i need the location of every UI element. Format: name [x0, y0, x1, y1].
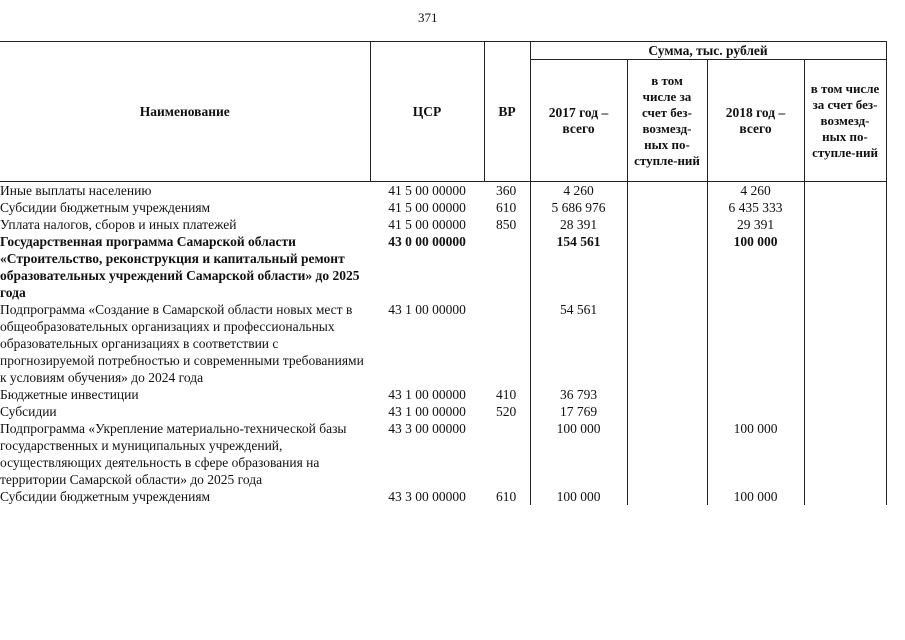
header-csr: ЦСР: [370, 42, 484, 182]
row-vr: 410: [496, 387, 517, 402]
row-vr: 610: [496, 200, 517, 215]
row-2017-total: 100 000: [530, 488, 627, 505]
row-vr: [484, 233, 530, 301]
table-row: [0, 182, 886, 200]
row-csr: 43 3 00 00000: [388, 421, 466, 436]
row-2018-free: [804, 233, 886, 301]
row-2018-total: 29 391: [707, 216, 804, 233]
row-2017-free: [627, 403, 707, 420]
row-csr: 43 1 00 00000: [388, 302, 466, 317]
row-csr: 41 5 00 00000: [388, 183, 466, 198]
header-2017-free: в том числе за счет без-возмезд-ных по-ступле-ний: [627, 60, 707, 182]
row-vr: 850: [496, 217, 517, 232]
row-name: Субсидии: [0, 404, 57, 419]
table-header: [0, 42, 886, 182]
row-2018-total: 100 000: [707, 420, 804, 488]
header-vr: ВР: [484, 42, 530, 182]
row-name: Бюджетные инвестиции: [0, 387, 139, 402]
row-2018-free: [804, 386, 886, 403]
row-2018-total: [707, 386, 804, 403]
row-2017-free: [627, 182, 707, 200]
row-csr: 43 1 00 00000: [388, 404, 466, 419]
row-2018-free: [804, 488, 886, 505]
table-row: [0, 420, 886, 488]
row-2017-free: [627, 420, 707, 488]
row-name: Субсидии бюджетным учреждениям: [0, 200, 211, 215]
row-2018-total: 4 260: [707, 182, 804, 200]
row-2017-free: [627, 199, 707, 216]
row-2018-total: 100 000: [707, 488, 804, 505]
row-vr: 360: [496, 183, 517, 198]
table-row: [0, 488, 886, 505]
row-vr: [484, 301, 530, 386]
row-name: Уплата налогов, сборов и иных платежей: [0, 217, 237, 232]
table-body: [0, 182, 886, 506]
row-2018-free: [804, 182, 886, 200]
row-name: Государственная программа Самарской области «Строительство, реконструкция и капитальный ремонт образовательных учреждений Самарской области» до 2025 года: [0, 234, 360, 300]
row-csr: 41 5 00 00000: [388, 200, 466, 215]
row-2017-free: [627, 386, 707, 403]
row-2018-free: [804, 301, 886, 386]
table-row: [0, 386, 886, 403]
row-2018-total: [707, 403, 804, 420]
row-csr: 43 0 00 00000: [388, 234, 466, 249]
header-2017-total: 2017 год – всего: [530, 60, 627, 182]
row-2017-total: 17 769: [530, 403, 627, 420]
row-2018-total: 100 000: [707, 233, 804, 301]
table-row: [0, 216, 886, 233]
row-name: Подпрограмма «Укрепление материально-технической базы государственных и муниципальных учреждений, осуществляющих деятельность в сфере образования на территории Самарской области» до 2025 года: [0, 421, 347, 487]
header-sum-group: Сумма, тыс. рублей: [530, 42, 886, 60]
row-2017-total: 36 793: [530, 386, 627, 403]
row-2018-free: [804, 216, 886, 233]
row-vr: [484, 420, 530, 488]
table-row: [0, 233, 886, 301]
row-2017-total: 154 561: [530, 233, 627, 301]
row-vr: 520: [496, 404, 517, 419]
page-number: 371: [418, 10, 438, 25]
row-2017-total: 100 000: [530, 420, 627, 488]
table-row: [0, 403, 886, 420]
header-2018-total: 2018 год – всего: [707, 60, 804, 182]
header-2018-free: в том числе за счет без-возмезд-ных по-ступле-ний: [804, 60, 886, 182]
row-2017-total: 28 391: [530, 216, 627, 233]
row-2018-total: [707, 301, 804, 386]
row-2018-free: [804, 403, 886, 420]
table-row: [0, 199, 886, 216]
row-2018-total: 6 435 333: [707, 199, 804, 216]
row-2017-total: 4 260: [530, 182, 627, 200]
row-2017-free: [627, 488, 707, 505]
row-name: Субсидии бюджетным учреждениям: [0, 489, 211, 504]
row-vr: 610: [496, 489, 517, 504]
row-csr: 41 5 00 00000: [388, 217, 466, 232]
row-2017-total: 54 561: [530, 301, 627, 386]
row-csr: 43 1 00 00000: [388, 387, 466, 402]
row-2017-total: 5 686 976: [530, 199, 627, 216]
row-2017-free: [627, 233, 707, 301]
table-row: [0, 301, 886, 386]
row-2018-free: [804, 199, 886, 216]
row-csr: 43 3 00 00000: [388, 489, 466, 504]
row-name: Подпрограмма «Создание в Самарской области новых мест в общеобразовательных организациях и профессиональных образовательных организациях в соответствии с прогнозируемой потребностью и современными требованиями к условиям обучения» до 2024 года: [0, 302, 364, 385]
row-2017-free: [627, 301, 707, 386]
row-name: Иные выплаты населению: [0, 183, 152, 198]
header-name: Наименование: [0, 42, 370, 182]
budget-table: [0, 41, 887, 505]
row-2017-free: [627, 216, 707, 233]
row-2018-free: [804, 420, 886, 488]
